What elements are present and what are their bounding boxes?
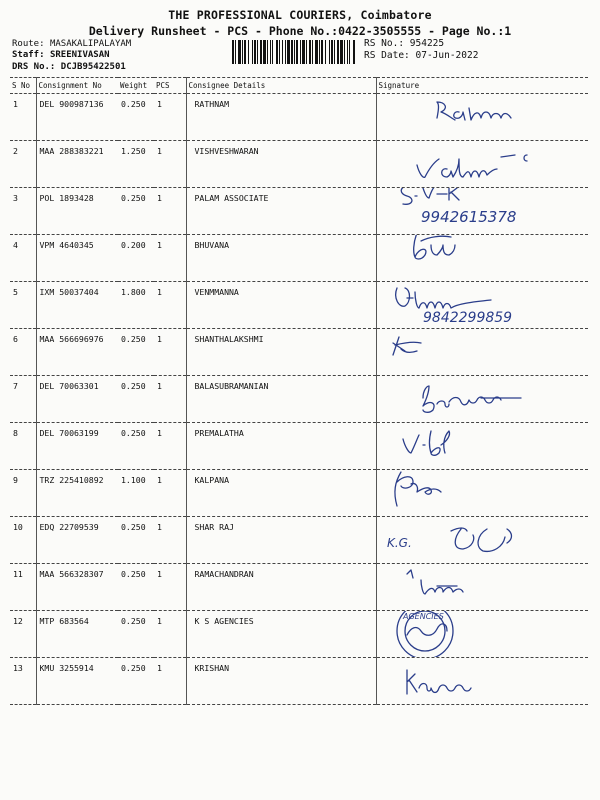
signature-mark (377, 611, 587, 652)
cell-consignment-no: DEL 70063301 (36, 376, 118, 423)
cell-weight: 0.250 (118, 188, 154, 235)
route-value: MASAKALIPALAYAM (49, 39, 132, 49)
table-row (10, 141, 588, 188)
signature-mark (377, 94, 587, 140)
barcode-bar (300, 40, 301, 64)
col-consignment-header: Consignment No (36, 78, 118, 94)
table-row (10, 423, 588, 470)
barcode-bar (325, 40, 326, 64)
runsheet-subtitle: Delivery Runsheet - PCS - Phone No.:0422-3505555 - Page No.:1 (88, 24, 512, 38)
cell-consignee: BHUVANA (186, 235, 376, 282)
cell-pcs: 1 (154, 282, 186, 329)
cell-pcs: 1 (154, 329, 186, 376)
table-row (10, 470, 588, 517)
cell-weight: 0.250 (118, 376, 154, 423)
cell-pcs: 1 (154, 564, 186, 611)
cell-weight: 0.250 (118, 94, 154, 141)
cell-signature (376, 141, 588, 188)
rs-date-label: RS Date: (364, 50, 410, 61)
cell-signature (376, 329, 588, 376)
cell-pcs: 1 (154, 611, 186, 658)
barcode-bar (285, 40, 286, 64)
cell-consignment-no: KMU 3255914 (36, 658, 118, 705)
runsheet-table (10, 77, 588, 705)
cell-sno: 3 (10, 188, 36, 235)
cell-pcs: 1 (154, 188, 186, 235)
cell-consignment-no: DEL 900987136 (36, 94, 118, 141)
cell-consignee: SHAR RAJ (186, 517, 376, 564)
cell-sno: 1 (10, 94, 36, 141)
barcode-bar (276, 40, 278, 64)
cell-pcs: 1 (154, 658, 186, 705)
cell-consignment-no: MAA 566328307 (36, 564, 118, 611)
cell-signature (376, 611, 588, 658)
barcode-bar (252, 40, 253, 64)
cell-signature (376, 235, 588, 282)
drs-label: DRS No.: (12, 62, 56, 72)
table-row (10, 94, 588, 141)
handwritten-initials-row10: K.G. (386, 536, 412, 550)
cell-pcs: 1 (154, 376, 186, 423)
cell-sno: 4 (10, 235, 36, 282)
cell-consignment-no: EDQ 22709539 (36, 517, 118, 564)
col-weight-header: Weight (118, 78, 154, 94)
col-sno-header: S No (10, 78, 36, 94)
table-row (10, 329, 588, 376)
barcode-bar (238, 40, 241, 64)
barcode-bar (309, 40, 311, 64)
col-signature-header: Signature (376, 78, 588, 94)
cell-sno: 13 (10, 658, 36, 705)
cell-consignee: PALAM ASSOCIATE (186, 188, 376, 235)
cell-sno: 10 (10, 517, 36, 564)
barcode-bar (344, 40, 345, 64)
cell-weight: 0.250 (118, 423, 154, 470)
barcode-bar (319, 40, 320, 64)
barcode-bar (347, 40, 348, 64)
barcode-bar (242, 40, 243, 64)
barcode-bar (337, 40, 339, 64)
cell-sno: 5 (10, 282, 36, 329)
cell-sno: 7 (10, 376, 36, 423)
cell-consignee: SHANTHALAKSHMI (186, 329, 376, 376)
cell-consignee: KALPANA (186, 470, 376, 517)
cell-consignee: BALASUBRAMANIAN (186, 376, 376, 423)
cell-weight: 0.250 (118, 517, 154, 564)
cell-signature (376, 564, 588, 611)
rs-date-value: 07-Jun-2022 (415, 50, 479, 61)
rs-no-line (364, 38, 444, 50)
cell-weight: 0.250 (118, 564, 154, 611)
barcode-bar (349, 40, 350, 64)
barcode-bar (257, 40, 258, 64)
cell-sno: 8 (10, 423, 36, 470)
barcode-bar (296, 40, 298, 64)
cell-consignment-no: MAA 566696976 (36, 329, 118, 376)
cell-signature (376, 94, 588, 141)
cell-weight: 1.250 (118, 141, 154, 188)
signature-mark (377, 658, 587, 704)
cell-signature (376, 423, 588, 470)
barcode-bar (270, 40, 271, 64)
cell-consignee: PREMALATHA (186, 423, 376, 470)
cell-consignee: RATHNAM (186, 94, 376, 141)
barcode-bar (248, 40, 249, 64)
drs-line (12, 61, 126, 73)
drs-value: DCJB95422501 (60, 62, 126, 72)
table-row (10, 235, 588, 282)
cell-consignment-no: VPM 4640345 (36, 235, 118, 282)
barcode-bar (340, 40, 343, 64)
barcode-bar (306, 40, 307, 64)
cell-weight: 0.250 (118, 658, 154, 705)
cell-consignee: K S AGENCIES (186, 611, 376, 658)
cell-weight: 1.800 (118, 282, 154, 329)
company-title: THE PROFESSIONAL COURIERS, Coimbatore (168, 8, 432, 22)
barcode-bar (331, 40, 333, 64)
cell-pcs: 1 (154, 94, 186, 141)
barcode-bar (282, 40, 283, 64)
cell-sno: 12 (10, 611, 36, 658)
cell-signature (376, 470, 588, 517)
cell-sno: 6 (10, 329, 36, 376)
handwritten-phone-row5: 9842299859 (422, 310, 512, 326)
signature-mark (377, 143, 587, 188)
table-row (10, 282, 588, 329)
cell-sno: 11 (10, 564, 36, 611)
stamp-text: AGENCIES (402, 612, 444, 621)
barcode-bar (267, 40, 268, 64)
cell-weight: 0.250 (118, 611, 154, 658)
cell-pcs: 1 (154, 470, 186, 517)
cell-signature (376, 188, 588, 235)
table-header-row (10, 78, 588, 94)
cell-consignee: VISHVESHWARAN (186, 141, 376, 188)
signature-mark (377, 188, 587, 227)
staff-line (12, 49, 110, 61)
barcode-bar (294, 40, 295, 64)
cell-pcs: 1 (154, 141, 186, 188)
table-row (10, 517, 588, 564)
rs-no-value: 954225 (409, 38, 445, 49)
barcode-bar (334, 40, 335, 64)
table-row (10, 658, 588, 705)
signature-mark (377, 282, 587, 328)
cell-weight: 0.200 (118, 235, 154, 282)
signature-mark (377, 329, 587, 370)
table-row (10, 188, 588, 235)
signature-mark (377, 376, 587, 422)
barcode-bar (260, 40, 262, 64)
cell-consignment-no: IXM 50037404 (36, 282, 118, 329)
cell-pcs: 1 (154, 235, 186, 282)
barcode-bar (244, 40, 246, 64)
barcode-bar (235, 40, 236, 64)
cell-consignee: KRISHAN (186, 658, 376, 705)
cell-pcs: 1 (154, 517, 186, 564)
barcode-bar (353, 40, 355, 64)
signature-mark (377, 423, 587, 469)
cell-consignment-no: MTP 683564 (36, 611, 118, 658)
barcode-bar (302, 40, 305, 64)
col-consignee-header: Consignee Details (186, 78, 376, 94)
signature-mark (377, 235, 587, 274)
table-row (10, 611, 588, 658)
cell-consignee: VENMMANNA (186, 282, 376, 329)
cell-weight: 0.250 (118, 329, 154, 376)
cell-consignee: RAMACHANDRAN (186, 564, 376, 611)
rs-date-line (364, 50, 478, 62)
barcode-bar (291, 40, 293, 64)
cell-pcs: 1 (154, 423, 186, 470)
cell-signature (376, 282, 588, 329)
signature-mark (377, 470, 587, 513)
staff-label: Staff: (12, 50, 45, 60)
barcode (232, 40, 356, 64)
signature-mark (377, 521, 587, 564)
barcode-bar (321, 40, 323, 64)
barcode-bar (287, 40, 290, 64)
barcode-bar (315, 40, 318, 64)
cell-consignment-no: DEL 70063199 (36, 423, 118, 470)
cell-signature (376, 517, 588, 564)
barcode-bar (272, 40, 273, 64)
barcode-bar (263, 40, 266, 64)
col-pcs-header: PCS (154, 78, 186, 94)
rs-no-label: RS No.: (364, 38, 405, 49)
signature-mark (377, 566, 587, 611)
cell-consignment-no: POL 1893428 (36, 188, 118, 235)
route-label: Route: (12, 39, 45, 49)
barcode-bar (329, 40, 330, 64)
cell-consignment-no: TRZ 225410892 (36, 470, 118, 517)
cell-signature (376, 658, 588, 705)
barcode-bar (232, 40, 234, 64)
cell-sno: 9 (10, 470, 36, 517)
cell-consignment-no: MAA 288383221 (36, 141, 118, 188)
staff-value: SREENIVASAN (49, 50, 110, 60)
handwritten-phone-row3: 9942615378 (420, 208, 516, 226)
barcode-bar (279, 40, 280, 64)
barcode-bar (312, 40, 313, 64)
cell-sno: 2 (10, 141, 36, 188)
table-row (10, 376, 588, 423)
table-row (10, 564, 588, 611)
barcode-bar (254, 40, 256, 64)
cell-weight: 1.100 (118, 470, 154, 517)
cell-signature (376, 376, 588, 423)
